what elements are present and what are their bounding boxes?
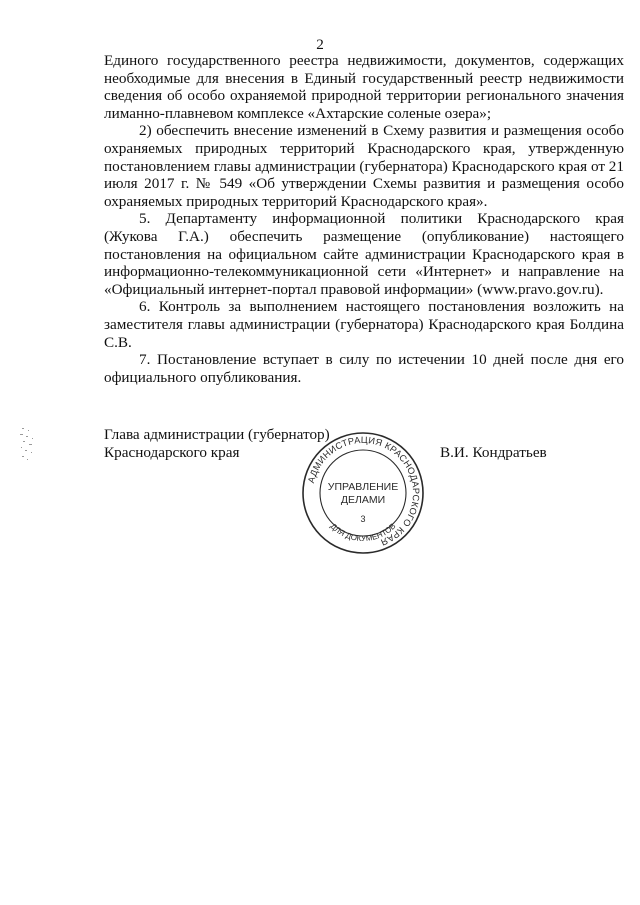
official-stamp [300,430,426,556]
text-line: необходимые для внесения в Единый государственный реестр недвижимости [104,69,624,87]
text-line: особо охраняемых природных территорий Краснодарского края». [104,175,625,210]
paragraph-item7 [104,351,624,386]
text-line: Единого государственного реестра недвижимости, документов, содержащих [104,52,624,69]
text-line: 5. Департаменту информационной политики Краснодарского края [139,210,624,228]
text-line: официального опубликования. [104,368,302,386]
text-line: информационно-телекоммуникационной сети «Интернет» и направление на [104,263,624,281]
stamp-number: 3 [360,514,366,524]
text-line: «Официальный интернет-портал правовой информации» (www.pravo.gov.ru). [104,280,604,298]
stamp-center-line-1: УПРАВЛЕНИЕ [327,481,399,493]
text-line: от 21 июля 2017 г. № 549 «Об утверждении Схемы развития и размещения [104,157,624,193]
text-line: (Жукова Г.А.) обеспечить размещение (опубликование) настоящего [104,227,624,245]
text-line: 6. Контроль за выполнением настоящего постановления возложить на [139,298,624,316]
paragraph-item2 [104,122,624,210]
text-line: 7. Постановление вступает в силу по истечении 10 дней после дня его [139,351,624,369]
paragraph-cont [104,52,624,122]
signatory-position-line-2: Краснодарского края [104,444,240,461]
stamp-center-line-2: ДЕЛАМИ [340,494,386,506]
text-line: постановлением главы администрации (губернатора) Краснодарского края [104,157,588,175]
text-line: охраняемых природных территорий Краснодарского края, утвержденную [104,139,624,157]
signatory-name: В.И. Кондратьев [440,444,547,461]
text-line: заместителя главы администрации (губернатора) Краснодарского края [104,315,565,333]
page-number: 2 [316,36,324,53]
stamp-ring-text: АДМИНИСТРАЦИЯ КРАСНОДАРСКОГО КРАЯ [306,434,422,548]
stamp-bottom-text: ДЛЯ ДОКУМЕНТОВ [328,521,398,544]
paragraph-item6 [104,298,624,351]
text-line: лиманно-плавневом комплексе «Ахтарские соленые озера»; [104,104,492,122]
scan-artifact [18,426,48,466]
text-line: 2) обеспечить внесение изменений в Схему развития и размещения особо [139,122,624,140]
document-body [104,52,624,386]
signatory-position-line-1: Глава администрации (губернатор) [104,426,330,443]
text-line: постановления на официальном сайте администрации Краснодарского края в [104,245,624,263]
paragraph-item5 [104,210,624,298]
text-line: сведения об особо охраняемой природной территории регионального значения [104,87,624,105]
text-line: Болдина С.В. [104,315,624,351]
